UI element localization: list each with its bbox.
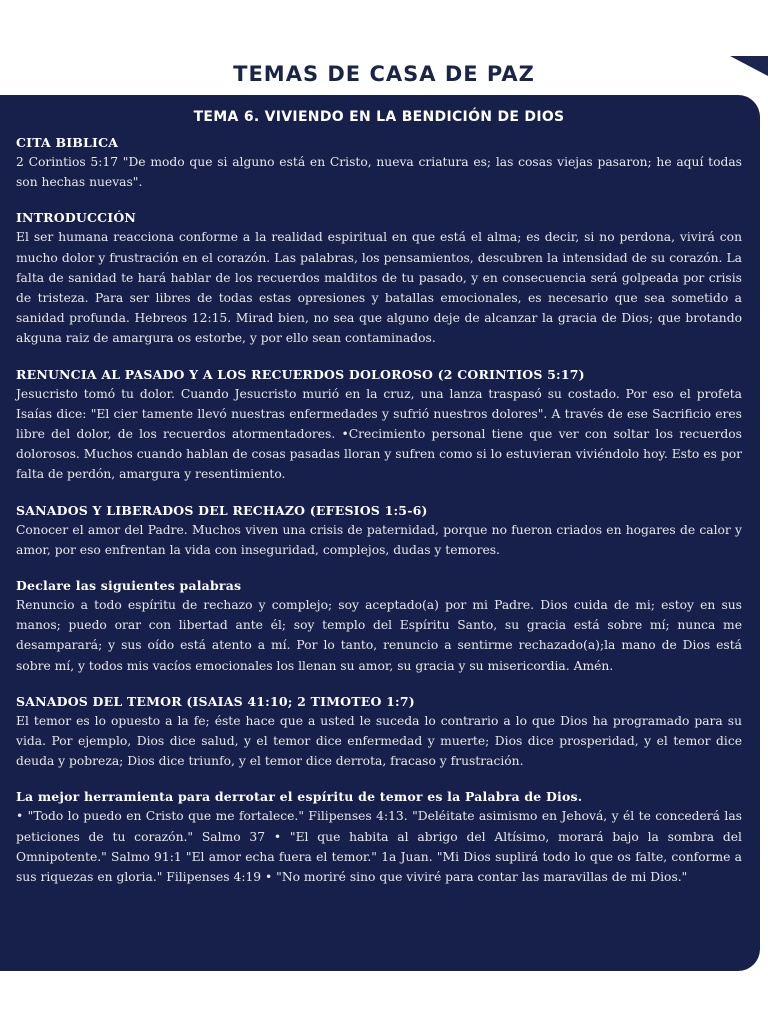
section-heading: SANADOS Y LIBERADOS DEL RECHAZO (EFESIOS 1:5-6) [16, 502, 428, 518]
section-heading: SANADOS DEL TEMOR (ISAIAS 41:10; 2 TIMOTEO 1:7) [16, 693, 415, 709]
section-text: El temor es lo opuesto a la fe; éste hace que a usted le suceda lo contrario a lo que Dios ha programado para su vida. Por ejemplo, Dios dice salud, y el temor dice enfermedad y muerte; Dios dice prosperidad, y el temor dice deuda y pobreza; Dios dice triunfo, y el temor dice derrota, fracaso y frustración. [16, 713, 742, 769]
section-renuncia-pasado [16, 365, 742, 485]
section-sanados-temor [16, 692, 742, 772]
section-text: Jesucristo tomó tu dolor. Cuando Jesucristo murió en la cruz, una lanza traspasó su costado. Por eso el profeta Isaías dice: "El cier tamente llevó nuestras enfermedades y sufrió nuestros dolores". A través de ese Sacrificio eres libre del dolor, de los recuerdos atormentadores. •Crecimiento personal tiene que ver con soltar los recuerdos dolorosos. Muchos cuando hablan de cosas pasadas lloran y sufren como si lo estuvieran viviéndolo hoy. Esto es por falta de perdón, amargura y resentimiento. [16, 386, 742, 482]
lesson-title: TEMA 6. VIVIENDO EN LA BENDICIÓN DE DIOS [193, 109, 565, 125]
section-cita-biblica [16, 133, 742, 192]
corner-decoration [730, 56, 768, 76]
section-heading: INTRODUCCIÓN [16, 210, 137, 226]
section-introduccion [16, 208, 742, 348]
section-declare-palabras [16, 576, 742, 676]
section-text: El ser humana reacciona conforme a la realidad espiritual en que está el alma; es decir, si no perdona, vivirá con mucho dolor y frustración en el corazón. Las palabras, los pensamientos, descubren la intensidad de su corazón. La falta de sanidad te hará hablar de los recuerdos malditos de tu pasado, y en consecuencia será golpeada por crisis de tristeza. Para ser libres de todas estas opresiones y batallas emocionales, es necesario que sea sometido a sanidad profunda. Hebreos 12:15. Mirad bien, no sea que alguno deje de alcanzar la gracia de Dios; que brotando akguna raiz de amargura os estorbe, y por ello sean contaminados. [16, 230, 742, 346]
section-heading: La mejor herramienta para derrotar el espíritu de temor es la Palabra de Dios. [16, 789, 583, 805]
section-heading: RENUNCIA AL PASADO Y A LOS RECUERDOS DOLOROSO (2 CORINTIOS 5:17) [16, 366, 585, 382]
section-text: 2 Corintios 5:17 "De modo que si alguno está en Cristo, nueva criatura es; las cosas viejas pasaron; he aquí todas son hechas nuevas". [16, 155, 742, 190]
section-text: Renuncio a todo espíritu de rechazo y complejo; soy aceptado(a) por mi Padre. Dios cuida de mi; estoy en sus manos; puedo orar con libertad ante él; soy templo del Espíritu Santo, su gracia está sobre mí; nunca me desamparará; y sus oído está atento a mí. Por lo tanto, renuncio a sentirme rechazado(a);la mano de Dios está sobre mí, y todos mis vacíos emocionales los llenan su amor, su gracia y su misericordia. Amén. [16, 598, 742, 673]
content-panel [0, 95, 760, 971]
section-heading: CITA BIBLICA [16, 135, 119, 150]
page-title: TEMAS DE CASA DE PAZ [233, 62, 535, 86]
section-text: • "Todo lo puedo en Cristo que me fortalece." Filipenses 4:13. "Deléitate asimismo en Jehová, y él te concederá las peticiones de tu corazón." Salmo 37 • "El que habita al abrigo del Altísimo, morará bajo la sombra del Omnipotente." Salmo 91:1 "El amor echa fuera el temor." 1a Juan. "Mi Dios suplirá todo lo que os falte, conforme a sus riquezas en gloria." Filipenses 4:19 • "No moriré sino que viviré para contar las maravillas de mi Dios." [16, 809, 742, 885]
section-mejor-herramienta [16, 787, 742, 887]
section-heading: Declare las siguientes palabras [16, 578, 242, 594]
section-text: Conocer el amor del Padre. Muchos viven una crisis de paternidad, porque no fueron criados en hogares de calor y amor, por eso enfrentan la vida con inseguridad, complejos, dudas y temores. [16, 522, 742, 557]
section-sanados-rechazo [16, 501, 742, 560]
